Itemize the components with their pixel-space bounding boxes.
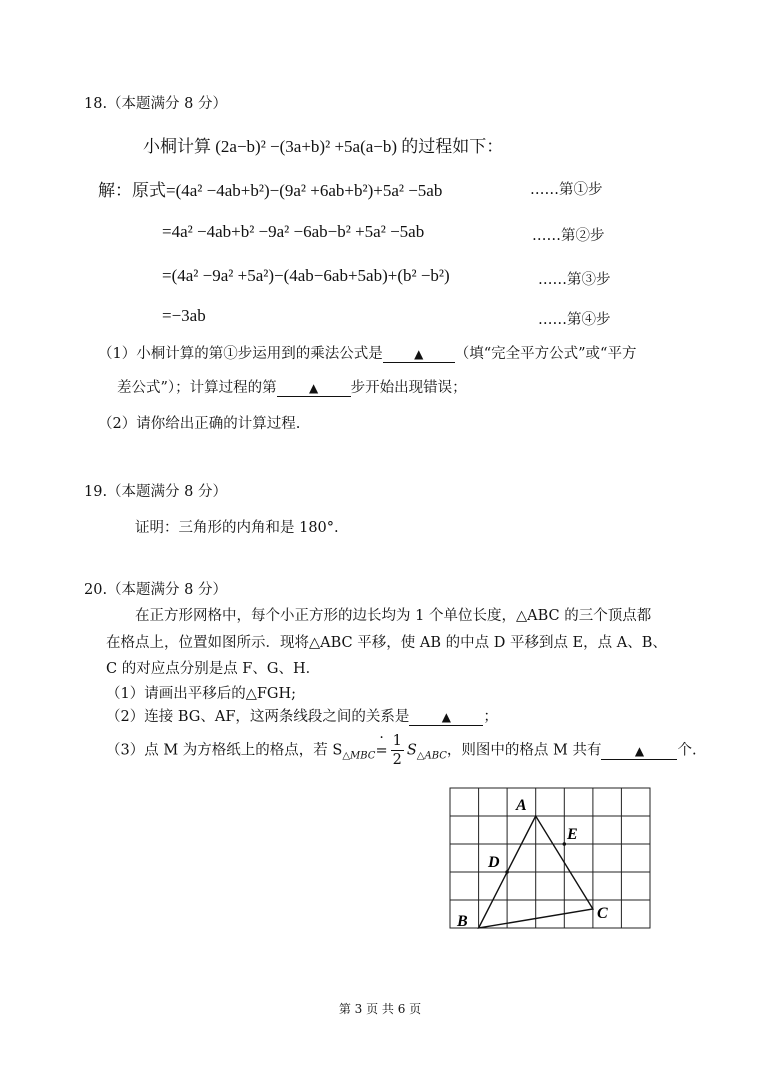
label-a: A — [516, 797, 527, 814]
q18-step1: 解：原式=(4a² −4ab+b²)−(9a² +6ab+b²)+5a² −5ab — [98, 181, 443, 200]
q20-sub3-subscript-abc: △ABC — [416, 750, 447, 762]
label-b: B — [457, 913, 468, 930]
answer-blank-step[interactable] — [277, 380, 351, 397]
q18-sub1-text-b: （填“完全平方公式”或“平方 — [454, 346, 637, 362]
triangle-mark-icon: ▲ — [414, 347, 424, 361]
q20-line3: C 的对应点分别是点 F、G、H． — [106, 661, 321, 677]
q18-step1-label: ……第①步 — [530, 182, 603, 198]
q18-sub1-text-c: 差公式”）；计算过程的第 — [117, 380, 277, 396]
fraction-one-half — [391, 732, 404, 769]
q20-sub2 — [106, 705, 498, 726]
grid-lines — [450, 788, 650, 928]
q18-step4-label: ……第④步 — [538, 312, 611, 328]
triangle-mark-icon: ▲ — [441, 710, 451, 724]
point-d — [505, 870, 509, 874]
q20-sub2-text-b: ； — [483, 709, 498, 725]
answer-blank-formula[interactable] — [383, 346, 455, 363]
q20-header: 20.（本题满分 8 分） — [84, 582, 228, 598]
point-e — [563, 842, 567, 846]
label-e: E — [567, 826, 578, 843]
q18-step2: =4a² −4ab+b² −9a² −6ab−b² +5a² −5ab — [162, 222, 425, 241]
label-c: C — [597, 905, 608, 922]
q19-text: 证明：三角形的内角和是 180°. — [135, 520, 339, 536]
q20-sub3 — [106, 732, 697, 769]
q18-step2-label: ……第②步 — [532, 228, 605, 244]
triangle-mark-icon: ▲ — [309, 381, 319, 395]
q20-sub3-text-c: 个. — [677, 742, 697, 759]
q18-sub2: （2）请你给出正确的计算过程. — [98, 416, 301, 432]
q18-step3: =(4a² −9a² +5a²)−(4ab−6ab+5ab)+(b² −b²) — [162, 266, 450, 285]
q20-line1: 在正方形网格中，每个小正方形的边长均为 1 个单位长度，△ABC 的三个顶点都 — [135, 608, 652, 624]
answer-blank-count[interactable] — [601, 743, 677, 760]
q18-step3-label: ……第③步 — [538, 272, 611, 288]
triangle-mark-icon: ▲ — [634, 743, 645, 758]
q20-line2: 在格点上，位置如图所示．现将△ABC 平移，使 AB 的中点 D 平移到点 E，点 A、B、 — [106, 635, 667, 651]
fraction-numerator: 1 — [392, 733, 402, 749]
q18-sub1-text-d: 步开始出现错误； — [350, 380, 467, 396]
q18-sub1-text-a: （1）小桐计算的第①步运用到的乘法公式是 — [98, 346, 383, 362]
label-d: D — [488, 854, 500, 871]
q20-sub2-text-a: （2）连接 BG、AF，这两条线段之间的关系是 — [106, 709, 410, 725]
q20-sub3-text-a: （3）点 M 为方格纸上的格点，若 S — [106, 742, 343, 759]
q20-sub3-s: S — [406, 742, 417, 759]
q18-stem: 小桐计算 (2a−b)² −(3a+b)² +5a(a−b) 的过程如下： — [143, 137, 504, 156]
fraction-denominator: 2 — [392, 752, 402, 768]
q18-sub1-line2 — [117, 376, 467, 397]
q20-sub1: （1）请画出平移后的△FGH; — [106, 686, 297, 702]
q20-sub3-text-b: ，则图中的格点 M 共有 — [446, 742, 602, 759]
q20-sub3-subscript-mbc: △MBC — [342, 750, 376, 762]
q19-header: 19.（本题满分 8 分） — [84, 484, 228, 500]
q20-sub3-equals: = · — [375, 743, 387, 759]
q18-sub1-line1 — [98, 342, 636, 363]
page-footer: 第 3 页 共 6 页 — [338, 1002, 422, 1016]
answer-blank-relation[interactable] — [409, 709, 483, 726]
q18-step4: =−3ab — [162, 306, 206, 325]
grid-border — [450, 788, 650, 928]
grid-figure — [440, 780, 670, 940]
q18-header: 18.（本题满分 8 分） — [84, 96, 228, 112]
